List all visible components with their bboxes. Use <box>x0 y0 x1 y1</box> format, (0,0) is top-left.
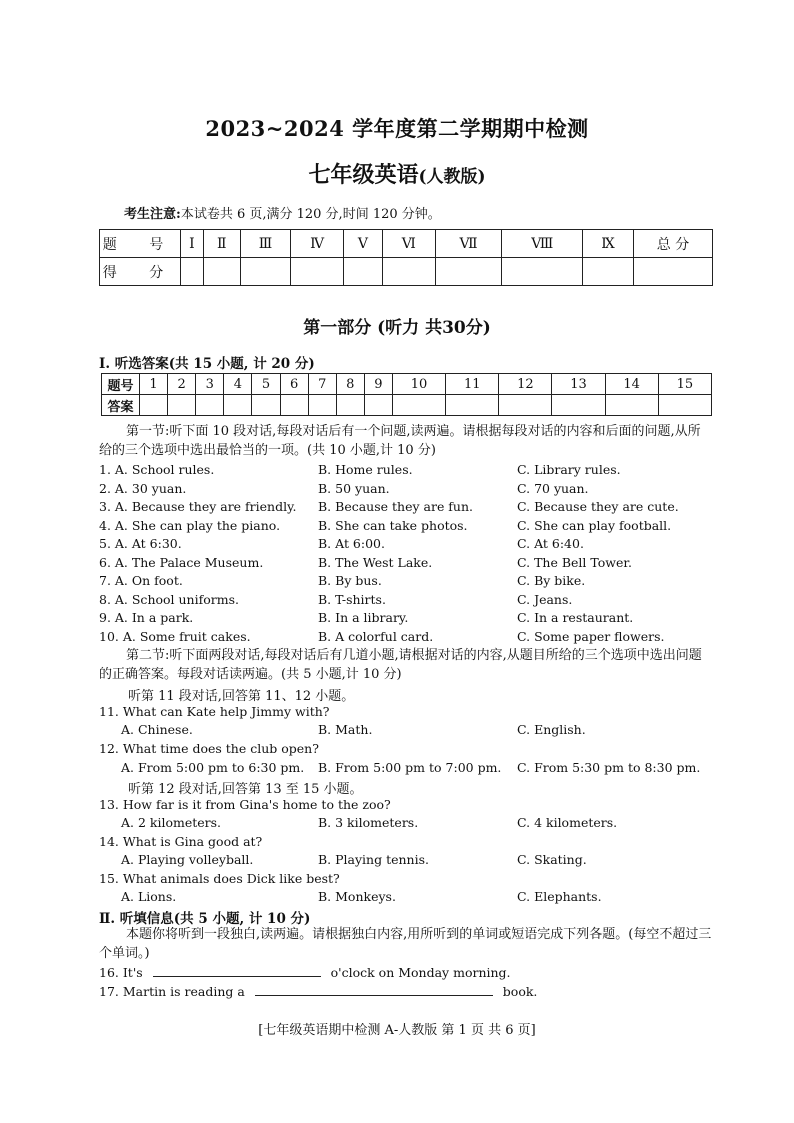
section1-heading: Ⅰ. 听选答案(共 15 小题, 计 20 分) <box>99 356 315 372</box>
score-table-label: 题 号 <box>100 230 181 258</box>
question-12-option-a: A. From 5:00 pm to 6:30 pm. <box>121 760 305 775</box>
question-14-option-c: C. Skating. <box>517 852 587 867</box>
question-12-option-c: C. From 5:30 pm to 8:30 pm. <box>517 760 701 775</box>
score-table-row-score <box>100 258 713 286</box>
question-5-option-a: 5. A. At 6:30. <box>99 536 182 551</box>
question-7-option-c: C. By bike. <box>517 573 586 588</box>
question-11-text: 11. What can Kate help Jimmy with? <box>99 704 330 719</box>
section1-part2-instructions: 第二节:听下面两段对话,每段对话后有几道小题,请根据对话的内容,从题目所给的三个选项中选出问题的正确答案。每段对话读两遍。(共 5 小题,计 10 分) <box>99 648 702 682</box>
question-13-text: 13. How far is it from Gina's home to the zoo? <box>99 797 391 812</box>
answer-table-label: 答案 <box>102 395 140 416</box>
answer-number: 7 <box>308 374 336 395</box>
question-11-option-a: A. Chinese. <box>121 722 193 737</box>
subject-label: 七年级英语 <box>308 162 419 188</box>
question-14-option-a: A. Playing volleyball. <box>121 852 254 867</box>
question-16-suffix: o'clock on Monday morning. <box>330 965 511 980</box>
answer-number: 6 <box>280 374 308 395</box>
subject-title <box>0 158 794 189</box>
score-table <box>99 229 713 286</box>
answer-cell[interactable] <box>552 395 605 416</box>
answer-cell[interactable] <box>446 395 499 416</box>
score-cell[interactable] <box>291 258 343 286</box>
answer-number: 12 <box>499 374 552 395</box>
score-cell[interactable] <box>240 258 291 286</box>
answer-number: 1 <box>140 374 168 395</box>
question-9-option-a: 9. A. In a park. <box>99 610 194 625</box>
question-11-option-b: B. Math. <box>318 722 373 737</box>
question-14-text: 14. What is Gina good at? <box>99 834 263 849</box>
question-3-option-c: C. Because they are cute. <box>517 499 679 514</box>
question-17-blank[interactable] <box>255 983 493 996</box>
question-1-option-b: B. Home rules. <box>318 462 413 477</box>
answer-table-answers <box>102 395 712 416</box>
answer-number: 5 <box>252 374 280 395</box>
question-14-option-b: B. Playing tennis. <box>318 852 429 867</box>
question-7-option-a: 7. A. On foot. <box>99 573 183 588</box>
question-5-option-c: C. At 6:40. <box>517 536 584 551</box>
question-11-option-c: C. English. <box>517 722 586 737</box>
score-cell[interactable] <box>435 258 502 286</box>
answer-table <box>101 373 712 416</box>
answer-number: 15 <box>658 374 711 395</box>
answer-number: 13 <box>552 374 605 395</box>
question-10-option-b: B. A colorful card. <box>318 629 434 644</box>
score-col: Ⅳ <box>291 230 343 258</box>
section1-part1-instructions: 第一节:听下面 10 段对话,每段对话后有一个问题,读两遍。请根据每段对话的内容和后面的问题,从所给的三个选项中选出最恰当的一项。(共 10 小题,计 10 分) <box>99 424 701 458</box>
question-16-blank[interactable] <box>153 964 321 977</box>
answer-cell[interactable] <box>168 395 196 416</box>
answer-cell[interactable] <box>196 395 224 416</box>
question-15-option-a: A. Lions. <box>121 889 177 904</box>
answer-cell[interactable] <box>658 395 711 416</box>
score-col: Ⅷ <box>502 230 583 258</box>
question-3-option-a: 3. A. Because they are friendly. <box>99 499 297 514</box>
answer-cell[interactable] <box>252 395 280 416</box>
score-table-row-header <box>100 230 713 258</box>
question-6-option-b: B. The West Lake. <box>318 555 433 570</box>
question-8-option-b: B. T-shirts. <box>318 592 386 607</box>
question-4-option-b: B. She can take photos. <box>318 518 468 533</box>
question-16-prefix: 16. It's <box>99 965 143 980</box>
answer-number: 14 <box>605 374 658 395</box>
score-cell[interactable] <box>502 258 583 286</box>
answer-cell[interactable] <box>140 395 168 416</box>
score-col: Ⅶ <box>435 230 502 258</box>
question-12-option-b: B. From 5:00 pm to 7:00 pm. <box>318 760 502 775</box>
answer-table-label: 题号 <box>102 374 140 395</box>
question-17-suffix: book. <box>502 984 538 999</box>
question-15-text: 15. What animals does Dick like best? <box>99 871 340 886</box>
score-cell[interactable] <box>343 258 382 286</box>
score-col: Ⅱ <box>203 230 240 258</box>
score-cell[interactable] <box>382 258 435 286</box>
question-1-option-c: C. Library rules. <box>517 462 621 477</box>
score-cell[interactable] <box>583 258 634 286</box>
question-17-prefix: 17. Martin is reading a <box>99 984 245 999</box>
notice-text: 本试卷共 6 页,满分 120 分,时间 120 分钟。 <box>180 207 441 222</box>
score-col: Ⅵ <box>382 230 435 258</box>
question-8-option-a: 8. A. School uniforms. <box>99 592 239 607</box>
answer-number: 3 <box>196 374 224 395</box>
answer-cell[interactable] <box>605 395 658 416</box>
edition-label: (人教版) <box>418 167 486 187</box>
question-15-option-c: C. Elephants. <box>517 889 602 904</box>
section2-heading: Ⅱ. 听填信息(共 5 小题, 计 10 分) <box>99 911 311 927</box>
answer-number: 9 <box>364 374 392 395</box>
question-13-option-a: A. 2 kilometers. <box>121 815 222 830</box>
answer-cell[interactable] <box>392 395 445 416</box>
question-1-option-a: 1. A. School rules. <box>99 462 215 477</box>
answer-table-numbers <box>102 374 712 395</box>
score-cell-total[interactable] <box>634 258 713 286</box>
question-2-option-b: B. 50 yuan. <box>318 481 390 496</box>
page-footer: [七年级英语期中检测 A-人教版 第 1 页 共 6 页] <box>258 1023 536 1038</box>
score-col: Ⅸ <box>583 230 634 258</box>
question-4-option-a: 4. A. She can play the piano. <box>99 518 281 533</box>
question-8-option-c: C. Jeans. <box>517 592 573 607</box>
question-6-option-c: C. The Bell Tower. <box>517 555 632 570</box>
score-col: I <box>181 230 204 258</box>
score-col-total: 总 分 <box>634 230 713 258</box>
question-9-option-b: B. In a library. <box>318 610 409 625</box>
answer-number: 2 <box>168 374 196 395</box>
question-10-option-a: 10. A. Some fruit cakes. <box>99 629 251 644</box>
dialog-11-intro: 听第 11 段对话,回答第 11、12 小题。 <box>128 689 355 704</box>
answer-cell[interactable] <box>308 395 336 416</box>
question-7-option-b: B. By bus. <box>318 573 382 588</box>
score-col: Ⅴ <box>343 230 382 258</box>
answer-number: 4 <box>224 374 252 395</box>
question-3-option-b: B. Because they are fun. <box>318 499 474 514</box>
question-2-option-c: C. 70 yuan. <box>517 481 589 496</box>
question-16 <box>99 964 511 980</box>
answer-cell[interactable] <box>364 395 392 416</box>
question-4-option-c: C. She can play football. <box>517 518 672 533</box>
answer-number: 11 <box>446 374 499 395</box>
exam-notice <box>124 203 441 222</box>
dialog-12-intro: 听第 12 段对话,回答第 13 至 15 小题。 <box>128 782 363 797</box>
question-13-option-c: C. 4 kilometers. <box>517 815 618 830</box>
answer-cell[interactable] <box>280 395 308 416</box>
notice-label: 考生注意: <box>124 207 181 222</box>
page-title: 2023~2024 学年度第二学期期中检测 <box>205 116 589 141</box>
question-2-option-a: 2. A. 30 yuan. <box>99 481 187 496</box>
part-title: 第一部分 (听力 共30分) <box>303 318 491 338</box>
question-17 <box>99 983 537 999</box>
score-cell[interactable] <box>203 258 240 286</box>
question-13-option-b: B. 3 kilometers. <box>318 815 419 830</box>
question-12-text: 12. What time does the club open? <box>99 741 319 756</box>
score-table-label: 得 分 <box>100 258 181 286</box>
question-15-option-b: B. Monkeys. <box>318 889 396 904</box>
section2-instructions: 本题你将听到一段独白,读两遍。请根据独白内容,用所听到的单词或短语完成下列各题。(每空不超过三个单词。) <box>99 927 712 961</box>
answer-cell[interactable] <box>499 395 552 416</box>
answer-cell[interactable] <box>224 395 252 416</box>
answer-cell[interactable] <box>336 395 364 416</box>
score-col: Ⅲ <box>240 230 291 258</box>
answer-number: 8 <box>336 374 364 395</box>
answer-number: 10 <box>392 374 445 395</box>
score-cell[interactable] <box>181 258 204 286</box>
question-5-option-b: B. At 6:00. <box>318 536 385 551</box>
question-10-option-c: C. Some paper flowers. <box>517 629 665 644</box>
question-6-option-a: 6. A. The Palace Museum. <box>99 555 264 570</box>
question-9-option-c: C. In a restaurant. <box>517 610 634 625</box>
